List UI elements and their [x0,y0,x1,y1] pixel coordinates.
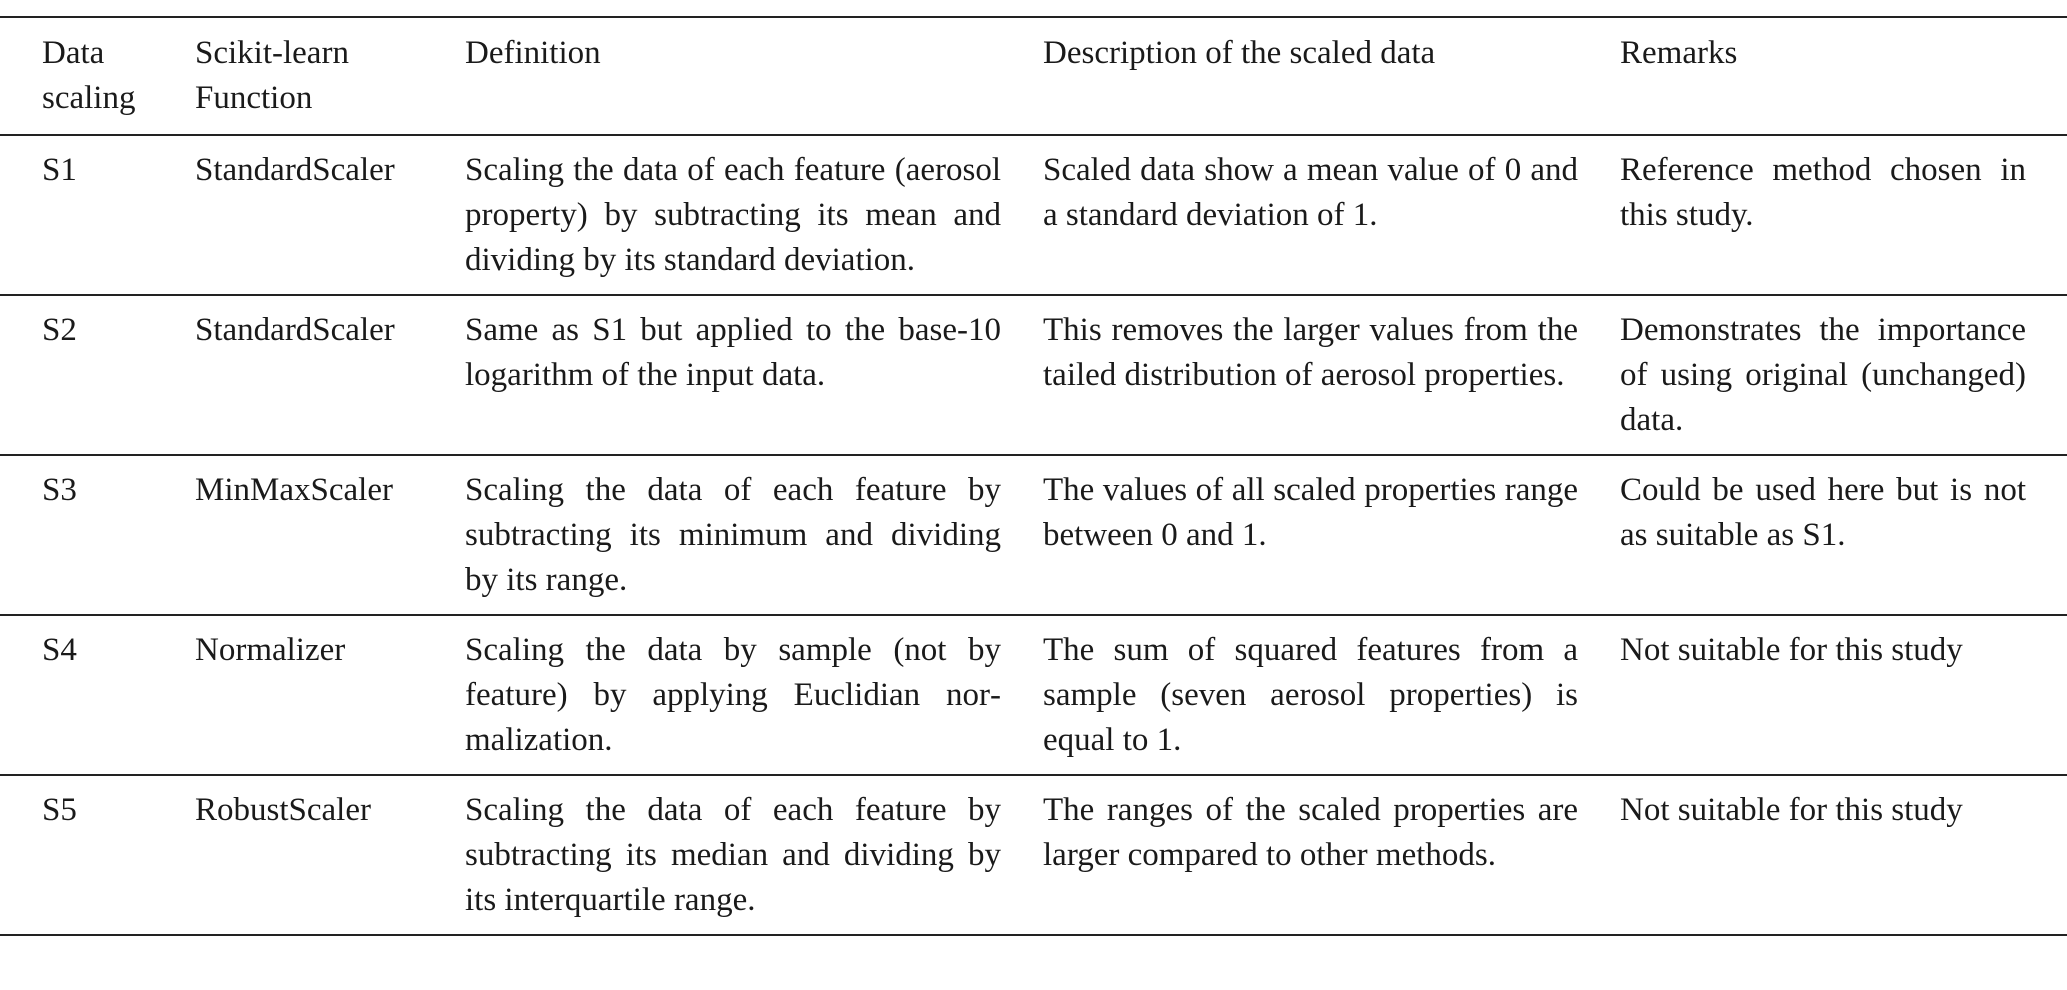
cell-definition: Scaling the data of each feature by subtracting its median and dividing by its interquartile range. [465,792,1001,918]
header-description: Description of the scaled data [1043,35,1436,71]
cell-description: The values of all scaled properties range between 0 and 1. [1043,472,1578,553]
cell-scaling-id: S1 [42,152,77,188]
cell-definition: Same as S1 but applied to the base-10 logarithm of the input data. [465,312,1001,393]
table-row [0,295,2067,455]
cell-description: The ranges of the scaled properties are larger compared to other methods. [1043,792,1578,873]
table-row [0,455,2067,615]
header-definition: Definition [465,35,601,71]
cell-definition: Scaling the data by sample (not by feature) by applying Euclidian normalization. [465,632,1001,758]
table-header [0,17,2067,135]
cell-function: StandardScaler [195,312,395,348]
cell-description: This removes the larger values from the tailed distribution of aerosol properties. [1043,312,1578,393]
cell-function: Normalizer [195,632,346,668]
cell-function: MinMaxScaler [195,472,393,508]
cell-remarks: Not suitable for this study [1620,792,1963,828]
table-row [0,775,2067,935]
header-remarks: Remarks [1620,35,1738,71]
header-function: Scikit-learn Function [195,35,349,116]
cell-remarks: Reference method chosen in this study. [1620,152,2026,233]
cell-description: The sum of squared features from a sample (seven aerosol properties) is equal to 1. [1043,632,1578,758]
cell-function: RobustScaler [195,792,371,828]
cell-remarks: Demonstrates the importance of using original (unchanged) data. [1620,312,2026,438]
table-body [0,135,2067,935]
data-scaling-table [0,16,2067,936]
table-row [0,615,2067,775]
header-data-scaling: Data scaling [42,35,136,116]
cell-description: Scaled data show a mean value of 0 and a standard deviation of 1. [1043,152,1578,233]
table-container [0,16,2067,936]
cell-definition: Scaling the data of each feature (aerosol property) by subtracting its mean and dividing by its standard deviation. [465,152,1001,278]
cell-scaling-id: S2 [42,312,77,348]
table-row [0,135,2067,295]
cell-scaling-id: S3 [42,472,77,508]
cell-remarks: Could be used here but is not as suitable as S1. [1620,472,2026,553]
cell-scaling-id: S4 [42,632,77,668]
cell-remarks: Not suitable for this study [1620,632,1963,668]
cell-function: StandardScaler [195,152,395,188]
cell-scaling-id: S5 [42,792,77,828]
header-row [0,17,2067,135]
cell-definition: Scaling the data of each feature by subtracting its minimum and dividing by its range. [465,472,1001,598]
